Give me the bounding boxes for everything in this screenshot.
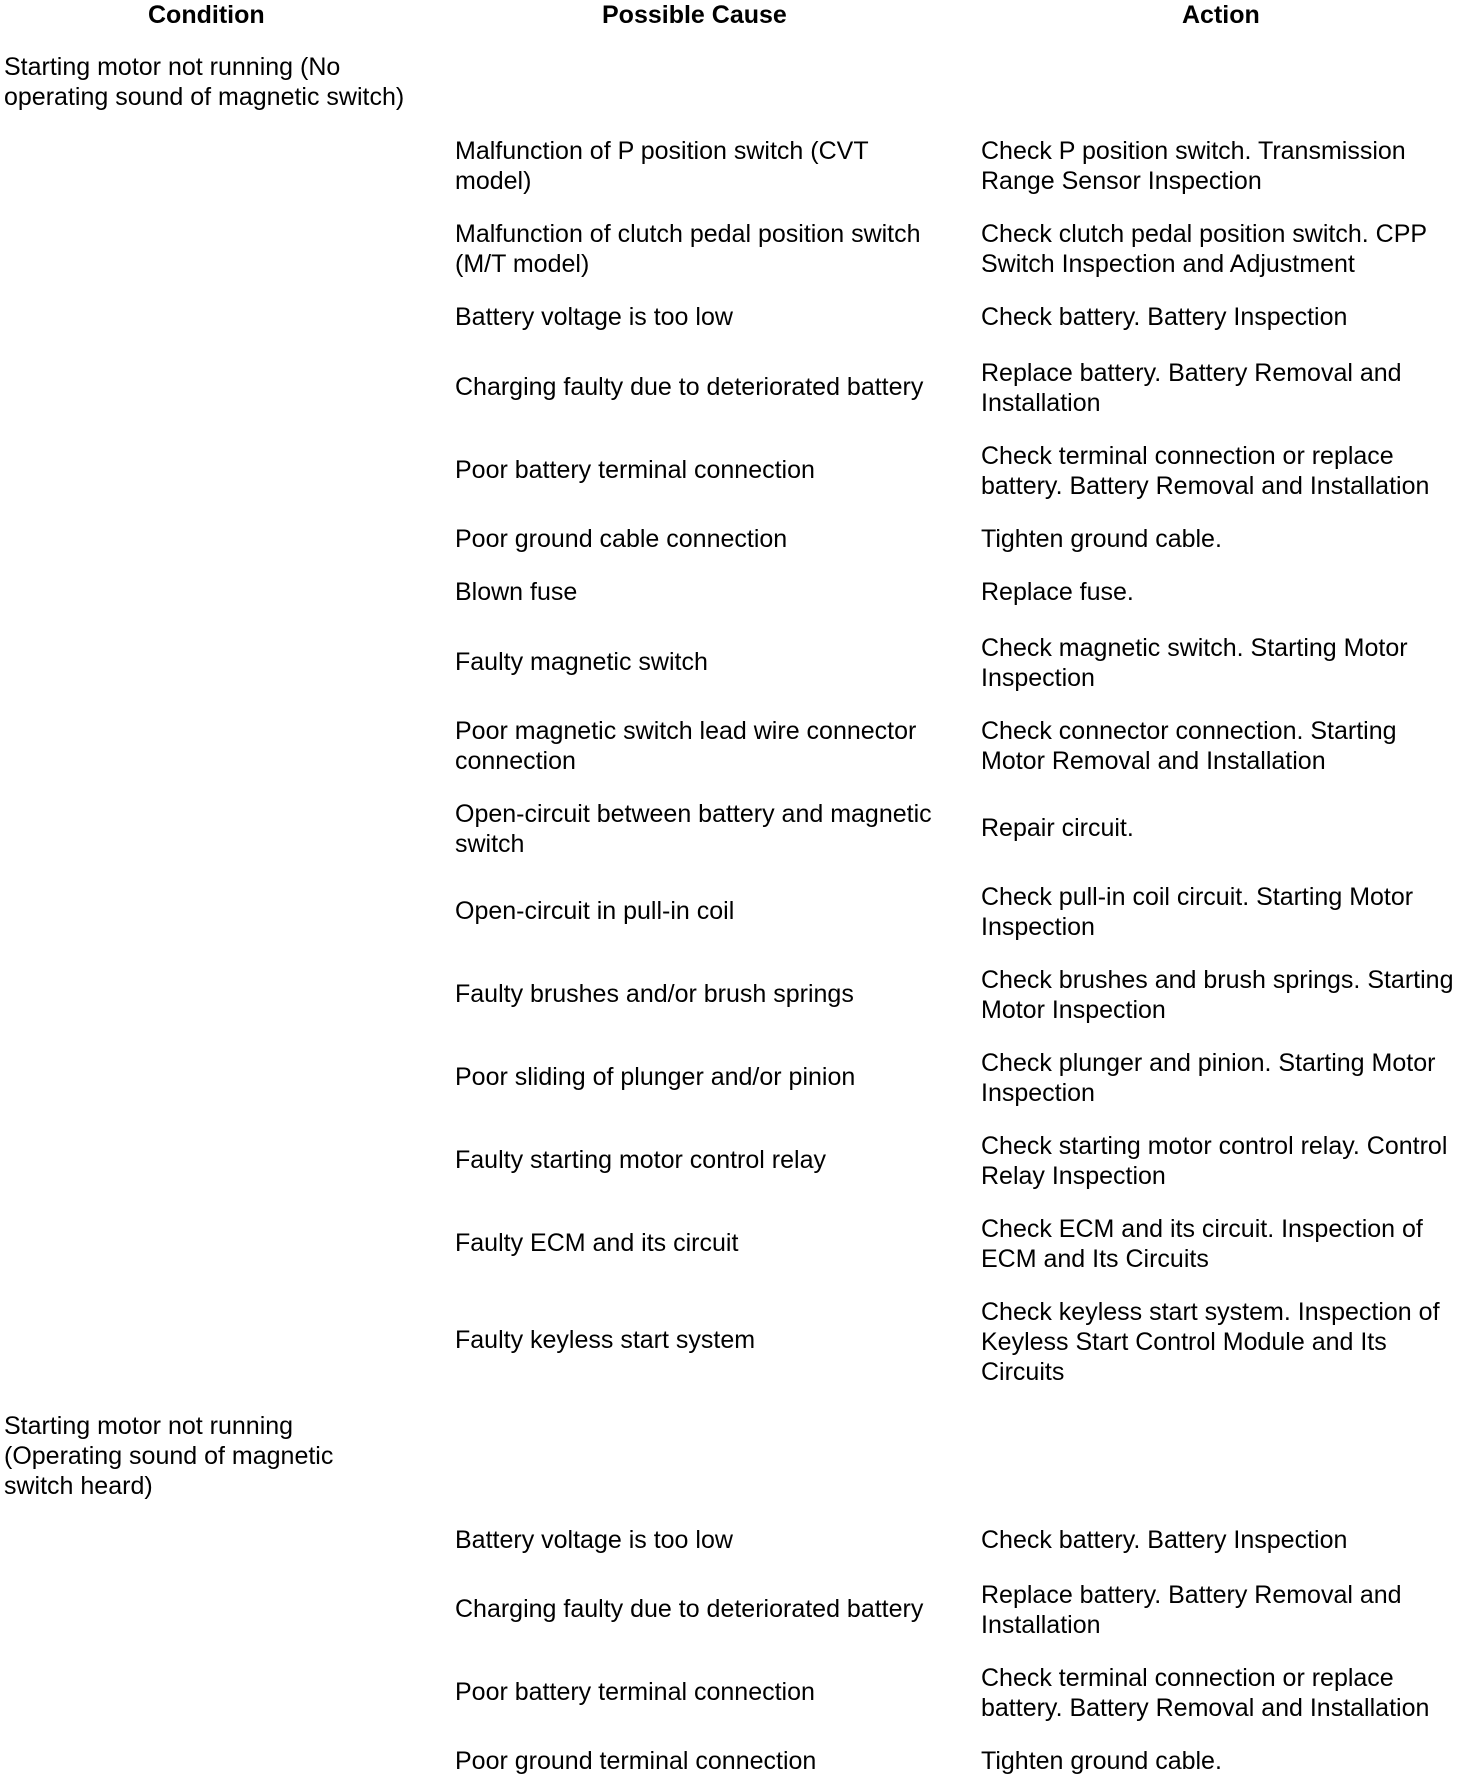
cause-cell [455, 1746, 816, 1776]
action-cell [981, 136, 1406, 196]
cause-cell [455, 524, 787, 554]
cause-text: Faulty magnetic switch [455, 648, 708, 676]
cause-text: Malfunction of clutch pedal position switch [455, 220, 921, 248]
cause-text: Faulty brushes and/or brush springs [455, 980, 854, 1008]
cause-cell [455, 1145, 826, 1175]
condition-text: Starting motor not running [4, 1412, 294, 1440]
action-text: Installation [981, 1611, 1101, 1639]
action-cell [981, 882, 1413, 942]
cause-text: Poor battery terminal connection [455, 456, 815, 484]
action-text: Check P position switch. Transmission [981, 137, 1406, 165]
cause-text: Battery voltage is too low [455, 303, 733, 331]
cause-cell [455, 136, 869, 196]
condition-text: switch heard) [4, 1472, 153, 1500]
action-cell [981, 577, 1134, 607]
action-text: Check keyless start system. Inspection of [981, 1298, 1440, 1326]
action-cell [981, 1746, 1222, 1776]
action-text: Check pull-in coil circuit. Starting Motor [981, 883, 1414, 911]
action-text: Check terminal connection or replace [981, 1664, 1394, 1692]
action-text: Circuits [981, 1358, 1065, 1386]
action-cell [981, 716, 1397, 776]
cause-text: Faulty starting motor control relay [455, 1146, 826, 1174]
action-cell [981, 1663, 1429, 1723]
action-cell [981, 1580, 1402, 1640]
cause-cell [455, 1325, 755, 1355]
action-text: battery. Battery Removal and Installation [981, 1694, 1430, 1722]
cause-text: Open-circuit in pull-in coil [455, 897, 735, 925]
action-text: Inspection [981, 913, 1095, 941]
cause-cell [455, 1594, 923, 1624]
action-text: Check battery. Battery Inspection [981, 303, 1348, 331]
cause-cell [455, 799, 932, 859]
action-text: Range Sensor Inspection [981, 167, 1262, 195]
action-text: Check brushes and brush springs. Starting [981, 966, 1454, 994]
action-cell [981, 813, 1134, 843]
action-text: Relay Inspection [981, 1162, 1166, 1190]
action-text: Installation [981, 389, 1101, 417]
action-cell [981, 1297, 1440, 1387]
header-possible-cause: Possible Cause [602, 1, 787, 29]
condition-cell [4, 1411, 333, 1501]
condition-cell [4, 52, 404, 112]
action-text: Check starting motor control relay. Control [981, 1132, 1448, 1160]
action-cell [981, 302, 1347, 332]
condition-text: Starting motor not running (No [4, 53, 341, 81]
cause-cell [455, 1525, 733, 1555]
action-cell [981, 524, 1222, 554]
action-cell [981, 965, 1453, 1025]
action-cell [981, 1048, 1435, 1108]
action-text: Check terminal connection or replace [981, 442, 1394, 470]
action-text: Switch Inspection and Adjustment [981, 250, 1355, 278]
cause-text: (M/T model) [455, 250, 590, 278]
cause-cell [455, 455, 815, 485]
header-condition: Condition [148, 1, 265, 29]
cause-cell [455, 577, 577, 607]
cause-text: Faulty keyless start system [455, 1326, 756, 1354]
cause-cell [455, 1677, 815, 1707]
action-cell [981, 1131, 1447, 1191]
action-text: Replace fuse. [981, 578, 1134, 606]
cause-cell [455, 372, 923, 402]
cause-cell [455, 302, 733, 332]
action-cell [981, 1214, 1423, 1274]
cause-text: switch [455, 830, 525, 858]
cause-text: Battery voltage is too low [455, 1526, 733, 1554]
action-cell [981, 358, 1402, 418]
cause-cell [455, 896, 734, 926]
action-cell [981, 219, 1427, 279]
action-text: Check battery. Battery Inspection [981, 1526, 1348, 1554]
cause-text: Open-circuit between battery and magnetic [455, 800, 932, 828]
action-cell [981, 1525, 1347, 1555]
action-text: Replace battery. Battery Removal and [981, 359, 1402, 387]
cause-cell [455, 1062, 855, 1092]
header-action: Action [1182, 1, 1260, 29]
action-text: Inspection [981, 664, 1095, 692]
cause-text: Blown fuse [455, 578, 578, 606]
cause-text: Poor ground terminal connection [455, 1747, 817, 1775]
cause-cell [455, 716, 916, 776]
cause-text: Malfunction of P position switch (CVT [455, 137, 869, 165]
action-text: Inspection [981, 1079, 1095, 1107]
cause-text: Faulty ECM and its circuit [455, 1229, 739, 1257]
action-text: Keyless Start Control Module and Its [981, 1328, 1387, 1356]
cause-text: model) [455, 167, 532, 195]
condition-text: operating sound of magnetic switch) [4, 83, 405, 111]
action-text: Check clutch pedal position switch. CPP [981, 220, 1428, 248]
cause-text: Poor ground cable connection [455, 525, 788, 553]
cause-text: Charging faulty due to deteriorated battery [455, 373, 924, 401]
cause-cell [455, 647, 708, 677]
action-cell [981, 441, 1429, 501]
action-text: Check ECM and its circuit. Inspection of [981, 1215, 1423, 1243]
action-text: Check connector connection. Starting [981, 717, 1397, 745]
cause-text: Poor magnetic switch lead wire connector [455, 717, 917, 745]
action-text: Motor Removal and Installation [981, 747, 1326, 775]
cause-text: connection [455, 747, 576, 775]
action-text: Check magnetic switch. Starting Motor [981, 634, 1408, 662]
cause-text: Poor battery terminal connection [455, 1678, 815, 1706]
cause-cell [455, 979, 854, 1009]
cause-cell [455, 219, 921, 279]
action-text: Check plunger and pinion. Starting Motor [981, 1049, 1436, 1077]
action-text: Tighten ground cable. [981, 1747, 1222, 1775]
cause-text: Poor sliding of plunger and/or pinion [455, 1063, 856, 1091]
condition-text: (Operating sound of magnetic [4, 1442, 334, 1470]
action-cell [981, 633, 1408, 693]
action-text: Repair circuit. [981, 814, 1134, 842]
action-text: Tighten ground cable. [981, 525, 1222, 553]
action-text: ECM and Its Circuits [981, 1245, 1209, 1273]
cause-cell [455, 1228, 738, 1258]
action-text: Replace battery. Battery Removal and [981, 1581, 1402, 1609]
action-text: Motor Inspection [981, 996, 1166, 1024]
action-text: battery. Battery Removal and Installation [981, 472, 1430, 500]
cause-text: Charging faulty due to deteriorated battery [455, 1595, 924, 1623]
